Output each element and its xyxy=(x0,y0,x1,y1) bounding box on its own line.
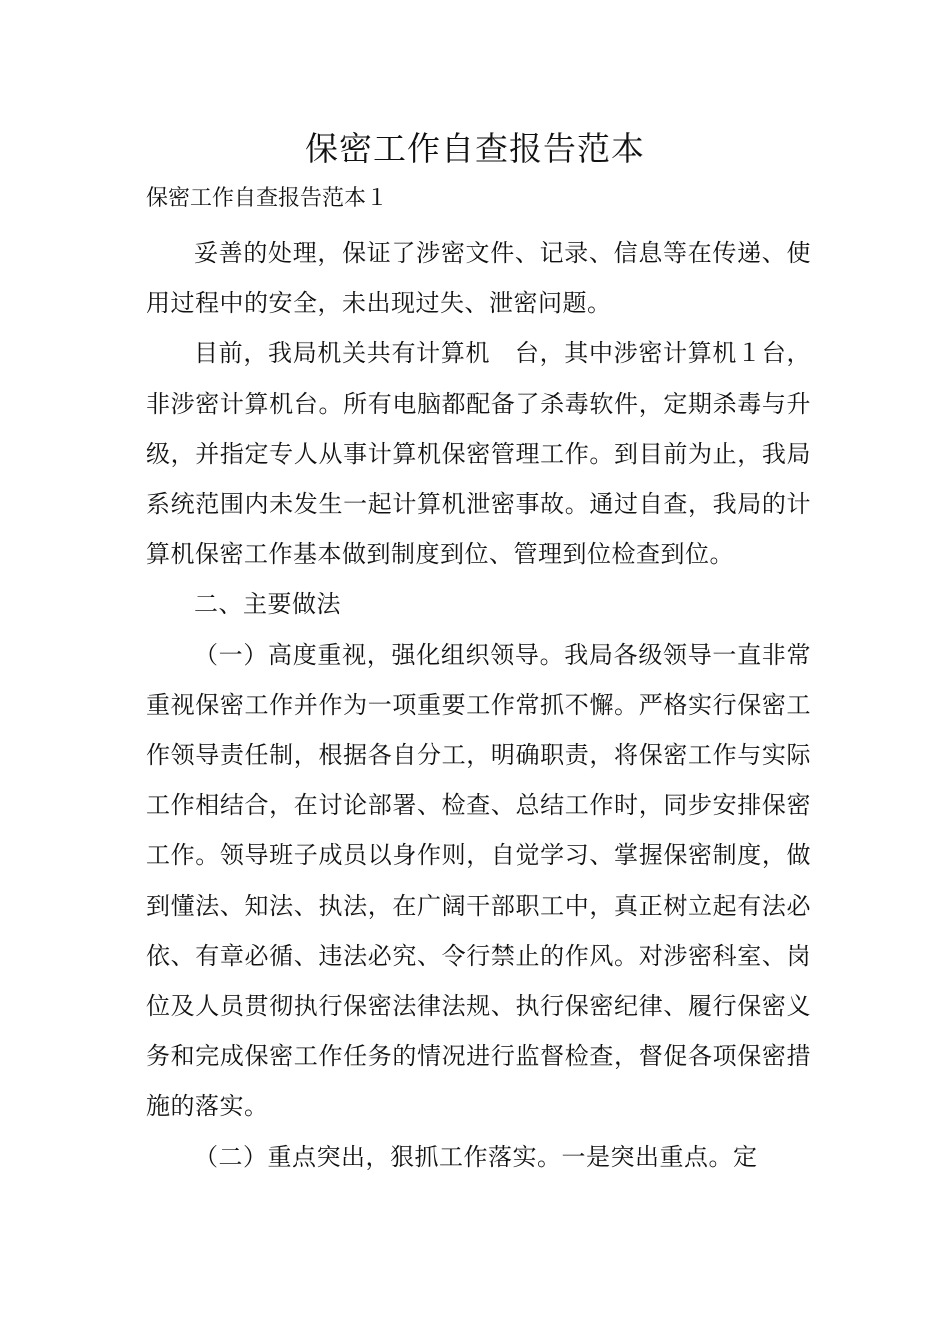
paragraph: （二）重点突出，狠抓工作落实。一是突出重点。定 xyxy=(194,1142,758,1171)
document-title: 保密工作自查报告范本 xyxy=(305,129,645,168)
paragraph: （一）高度重视，强化组织领导。我局各级领导一直非常重视保密工作并作为一项重要工作常抓不懈。严格实行保密工作领导责任制，根据各自分工，明确职责，将保密工作与实际工作相结合，在讨论部署、检查、总结工作时，同步安排保密工作。领导班子成员以身作则，自觉学习、掌握保密制度，做到懂法、知法、执法，在广阔干部职工中，真正树立起有法必依、有章必循、违法必究、令行禁止的作风。对涉密科室、岗位及人员贯彻执行保密法律法规、执行保密纪律、履行保密义务和完成保密工作任务的情况进行监督检查，督促各项保密措施的落实。 xyxy=(146,640,811,1121)
document-body xyxy=(146,228,811,1182)
paragraph: 目前，我局机关共有计算机 台，其中涉密计算机１台，非涉密计算机台。所有电脑都配备了杀毒软件，定期杀毒与升级，并指定专人从事计算机保密管理工作。到目前为止，我局系统范围内未发生一起计算机泄密事故。通过自查，我局的计算机保密工作基本做到制度到位、管理到位检查到位。 xyxy=(146,339,811,569)
paragraph: 妥善的处理，保证了涉密文件、记录、信息等在传递、使用过程中的安全，未出现过失、泄密问题。 xyxy=(146,239,811,318)
section-heading: 二、主要做法 xyxy=(194,590,341,619)
document-subtitle: 保密工作自查报告范本１ xyxy=(146,186,389,211)
